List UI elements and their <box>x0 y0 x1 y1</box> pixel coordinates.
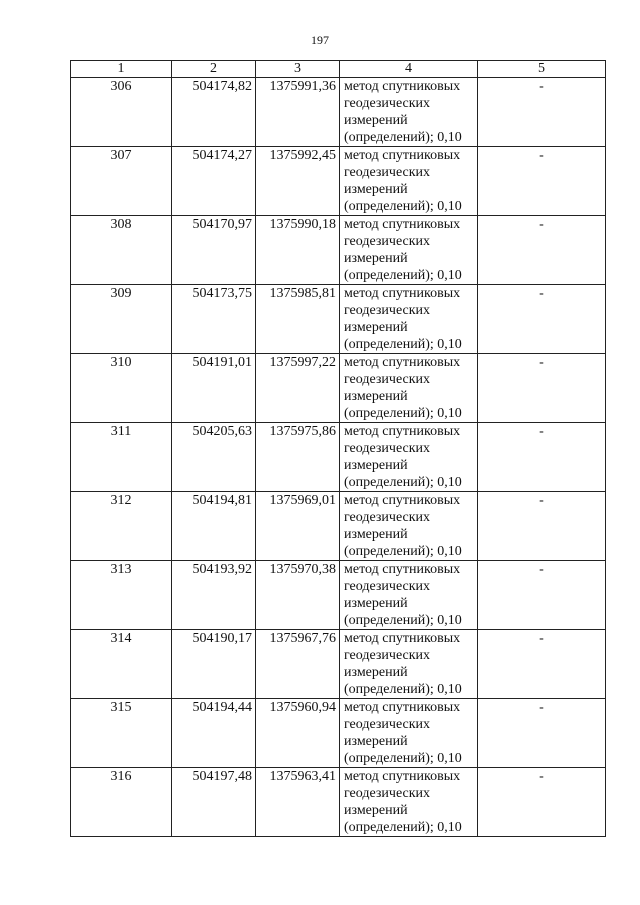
table-row <box>71 216 606 285</box>
method-description: метод спутниковых геодезических измерений (определений); 0,10 <box>340 423 478 492</box>
coordinate-x: 504197,48 <box>172 768 256 837</box>
note-value: - <box>478 147 606 216</box>
table-row <box>71 423 606 492</box>
table-row <box>71 630 606 699</box>
table-row <box>71 285 606 354</box>
coordinate-x: 504193,92 <box>172 561 256 630</box>
point-number: 308 <box>71 216 172 285</box>
method-description: метод спутниковых геодезических измерений (определений); 0,10 <box>340 354 478 423</box>
point-number: 311 <box>71 423 172 492</box>
coordinate-y: 1375975,86 <box>256 423 340 492</box>
table-row <box>71 78 606 147</box>
note-value: - <box>478 630 606 699</box>
point-number: 314 <box>71 630 172 699</box>
coordinate-x: 504194,44 <box>172 699 256 768</box>
table-row <box>71 768 606 837</box>
coordinate-x: 504173,75 <box>172 285 256 354</box>
table-row <box>71 147 606 216</box>
note-value: - <box>478 699 606 768</box>
coordinate-y: 1375967,76 <box>256 630 340 699</box>
coordinate-y: 1375991,36 <box>256 78 340 147</box>
coordinate-x: 504191,01 <box>172 354 256 423</box>
point-number: 316 <box>71 768 172 837</box>
header-col-2: 2 <box>172 61 256 78</box>
point-number: 310 <box>71 354 172 423</box>
coordinate-x: 504190,17 <box>172 630 256 699</box>
method-description: метод спутниковых геодезических измерений (определений); 0,10 <box>340 699 478 768</box>
method-description: метод спутниковых геодезических измерений (определений); 0,10 <box>340 630 478 699</box>
table-header-row <box>71 61 606 78</box>
note-value: - <box>478 354 606 423</box>
point-number: 313 <box>71 561 172 630</box>
coordinate-y: 1375963,41 <box>256 768 340 837</box>
method-description: метод спутниковых геодезических измерений (определений); 0,10 <box>340 147 478 216</box>
method-description: метод спутниковых геодезических измерений (определений); 0,10 <box>340 285 478 354</box>
method-description: метод спутниковых геодезических измерений (определений); 0,10 <box>340 216 478 285</box>
coordinate-y: 1375990,18 <box>256 216 340 285</box>
coordinate-y: 1375969,01 <box>256 492 340 561</box>
method-description: метод спутниковых геодезических измерений (определений); 0,10 <box>340 492 478 561</box>
point-number: 312 <box>71 492 172 561</box>
coordinate-y: 1375992,45 <box>256 147 340 216</box>
method-description: метод спутниковых геодезических измерений (определений); 0,10 <box>340 768 478 837</box>
table-row <box>71 561 606 630</box>
table-row <box>71 354 606 423</box>
header-col-3: 3 <box>256 61 340 78</box>
table-row <box>71 699 606 768</box>
note-value: - <box>478 492 606 561</box>
note-value: - <box>478 285 606 354</box>
coordinate-x: 504205,63 <box>172 423 256 492</box>
note-value: - <box>478 768 606 837</box>
header-col-1: 1 <box>71 61 172 78</box>
method-description: метод спутниковых геодезических измерений (определений); 0,10 <box>340 78 478 147</box>
note-value: - <box>478 561 606 630</box>
coordinate-x: 504170,97 <box>172 216 256 285</box>
coordinate-y: 1375997,22 <box>256 354 340 423</box>
table-row <box>71 492 606 561</box>
header-col-5: 5 <box>478 61 606 78</box>
point-number: 309 <box>71 285 172 354</box>
coordinates-table <box>70 60 606 837</box>
coordinate-y: 1375985,81 <box>256 285 340 354</box>
point-number: 315 <box>71 699 172 768</box>
note-value: - <box>478 423 606 492</box>
point-number: 306 <box>71 78 172 147</box>
coordinate-x: 504174,27 <box>172 147 256 216</box>
coordinate-x: 504194,81 <box>172 492 256 561</box>
coordinate-y: 1375960,94 <box>256 699 340 768</box>
coordinate-y: 1375970,38 <box>256 561 340 630</box>
page-number: 197 <box>311 33 329 47</box>
header-col-4: 4 <box>340 61 478 78</box>
note-value: - <box>478 78 606 147</box>
coordinate-x: 504174,82 <box>172 78 256 147</box>
method-description: метод спутниковых геодезических измерений (определений); 0,10 <box>340 561 478 630</box>
note-value: - <box>478 216 606 285</box>
point-number: 307 <box>71 147 172 216</box>
